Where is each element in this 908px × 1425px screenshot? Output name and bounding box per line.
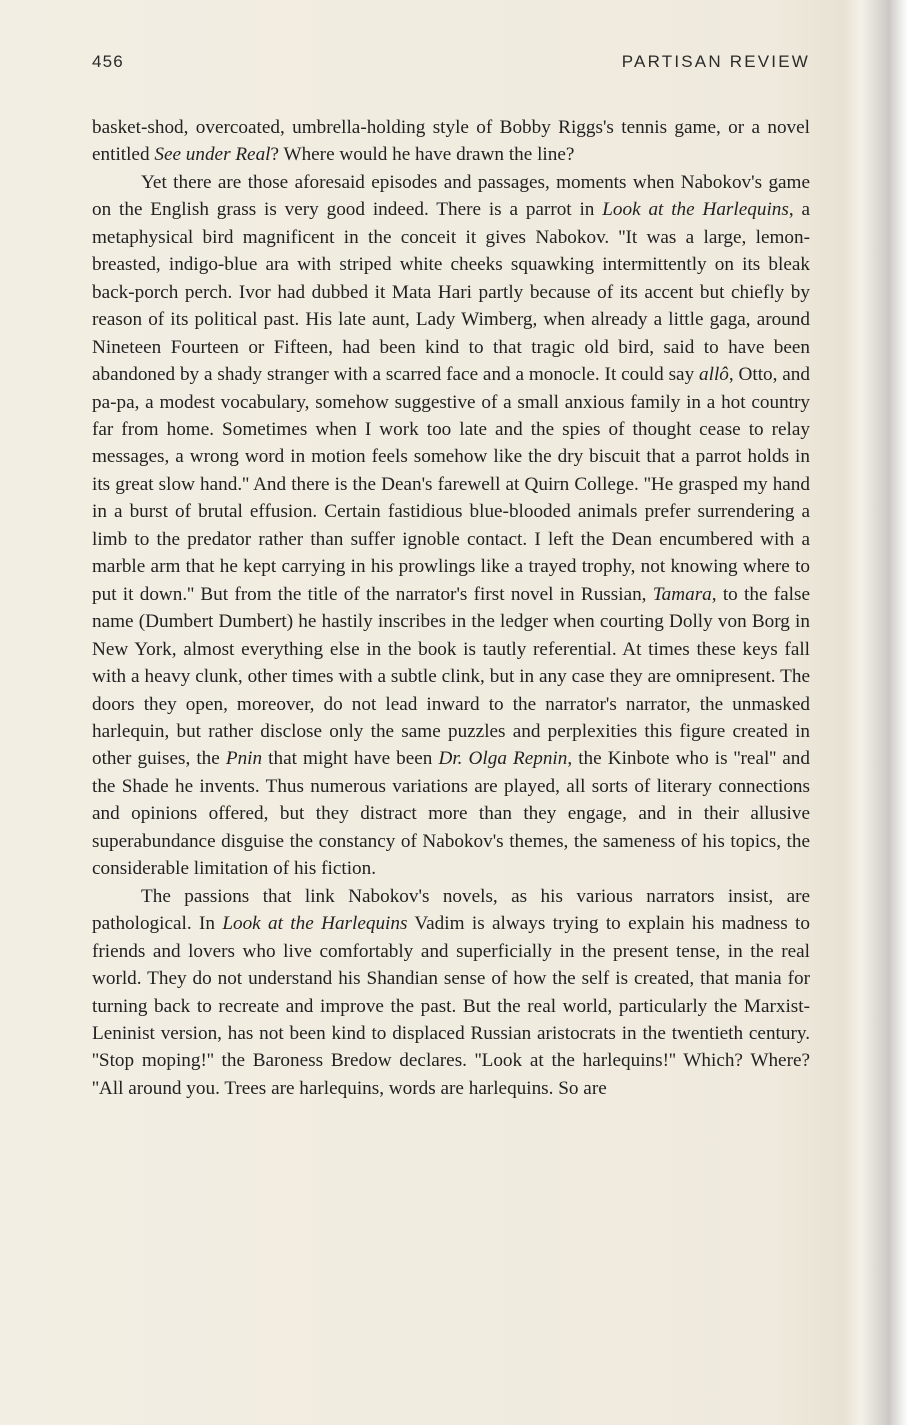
italic-text: Pnin: [225, 748, 263, 770]
text-run: , a metaphysical bird magnificent in the conceit it gives Nabokov. ''It was a large, lemon-breasted, indigo-blue ara with striped white cheeks squawking intermittently on its bleak back-porch perch. Ivor had dubbed it Mata Hari partly because of its accent but chiefly by reason of its political past. His late aunt, Lady Wimberg, when already a little gaga, around Nineteen Fourteen or Fifteen, had been kind to that tragic old bird, said to have been abandoned by a shady stranger with a scarred face and a monocle. It could say: [92, 199, 810, 386]
italic-text: Look at the Harlequins: [222, 913, 408, 935]
running-head: [92, 52, 810, 78]
italic-text: allô: [699, 364, 729, 386]
text-run: that might have been: [262, 748, 439, 770]
page-number: 456: [92, 52, 124, 71]
text-run: basket-shod, overcoated, umbrella-holding style of Bobby Riggs's tennis game, or a novel entitled: [92, 117, 810, 166]
text-run: The passions that link Nabokov's novels, as his various narrators insist, are pathological. In: [92, 885, 810, 935]
text-run: , Otto, and pa-pa, a modest vocabulary, somehow suggestive of a small anxious family in a hot country far from home. Sometimes when I work too late and the spies of thought cease to relay messages, a wrong word in motion feels somehow like the dry biscuit that a parrot holds in its great slow hand.'' And there is the Dean's farewell at Quirn College. ''He grasped my hand in a burst of brutal effusion. Certain fastidious blue-blooded animals prefer surrendering a limb to the predator rather than suffer ignoble contact. I left the Dean encumbered with a marble arm that he kept carrying in his prowlings like a trayed trophy, not knowing where to put it down.'' But from the title of the narrator's first novel in Russian,: [92, 364, 810, 605]
italic-text: See under Real: [154, 144, 271, 166]
italic-text: Dr. Olga Repnin: [438, 748, 568, 770]
journal-title: PARTISAN REVIEW: [621, 52, 810, 71]
text-run: , the Kinbote who is ''real'' and the Shade he invents. Thus numerous variations are played, all sorts of literary connections and opinions offered, but they distract more than they engage, and in their allusive superabundance disguise the constancy of Nabokov's themes, the sameness of his topics, the considerable limitation of his fiction.: [92, 748, 810, 880]
paragraph: [92, 114, 810, 169]
text-run: ? Where would he have drawn the line?: [270, 144, 575, 166]
page-binding-shadow: [860, 0, 908, 1425]
italic-text: Look at the Harlequins: [602, 199, 789, 221]
text-run: , to the false name (Dumbert Dumbert) he hastily inscribes in the ledger when courting Dolly von Borg in New York, almost everything else in the book is tautly referential. At times these keys fall with a heavy clunk, other times with a subtle clink, but in any case they are omnipresent. The doors they open, moreover, do not lead inward to the narrator's narrator, the unmasked harlequin, but rather disclose only the same puzzles and perplexities this figure created in other guises, the: [92, 583, 810, 770]
paragraph: [92, 883, 810, 1103]
italic-text: Tamara: [652, 583, 712, 605]
text-run: Yet there are those aforesaid episodes and passages, moments when Nabokov's game on the English grass is very good indeed. There is a parrot in: [92, 171, 810, 221]
paragraph: [92, 169, 810, 883]
text-run: Vadim is always trying to explain his madness to friends and lovers who live comfortably and superficially in the present tense, in the real world. They do not understand his Shandian sense of how the self is created, that mania for turning back to recreate and improve the past. But the real world, particularly the Marxist-Leninist version, has not been kind to displaced Russian aristocrats in the twentieth century. ''Stop moping!'' the Baroness Bredow declares. ''Look at the harlequins!'' Which? Where? ''All around you. Trees are harlequins, words are harlequins. So are: [92, 913, 810, 1099]
body-text: [92, 114, 810, 1102]
